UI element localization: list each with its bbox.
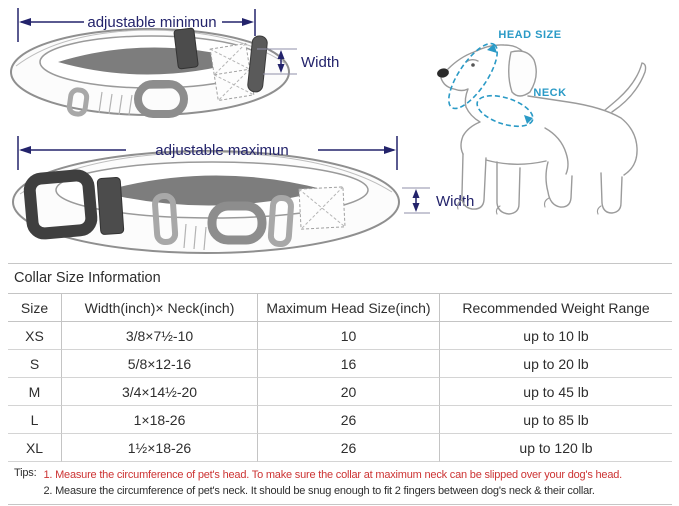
adjustable-max-label: adjustable maximun	[155, 142, 289, 159]
collar-max-webbing-patch	[299, 187, 345, 229]
cell-max-head: 26	[258, 406, 440, 434]
cell-width-neck: 3/8×7½-10	[62, 322, 258, 350]
collar-min-slider	[174, 28, 199, 69]
max-arrowhead-right-icon	[384, 146, 396, 154]
dog-paw-toes	[458, 198, 602, 214]
dog-ear	[509, 51, 537, 96]
tips-section	[8, 462, 672, 505]
table-header-row	[8, 294, 672, 322]
collar-min-illustration	[11, 28, 289, 115]
min-arrowhead-right-icon	[242, 18, 254, 26]
cell-weight: up to 45 lb	[440, 378, 672, 406]
dog-illustration	[436, 45, 646, 214]
dog-eye	[471, 63, 475, 67]
cell-weight: up to 120 lb	[440, 434, 672, 462]
head-size-loop	[440, 37, 506, 116]
head-size-label: HEAD SIZE	[498, 29, 562, 41]
table-row	[8, 350, 672, 378]
col-header-weight: Recommended Weight Range	[440, 294, 672, 322]
max-width-annotation	[402, 188, 474, 213]
table-row	[8, 378, 672, 406]
col-header-size: Size	[8, 294, 62, 322]
cell-size: L	[8, 406, 62, 434]
cell-size: XL	[8, 434, 62, 462]
neck-loop	[473, 90, 536, 133]
dog-tail	[605, 63, 646, 112]
collar-size-table	[8, 263, 672, 505]
tips-label: Tips:	[14, 467, 37, 479]
table-row	[8, 406, 672, 434]
collar-max-keeper	[97, 177, 124, 234]
cell-max-head: 10	[258, 322, 440, 350]
cell-size: XS	[8, 322, 62, 350]
table-row	[8, 434, 672, 462]
cell-max-head: 26	[258, 434, 440, 462]
cell-size: M	[8, 378, 62, 406]
cell-size: S	[8, 350, 62, 378]
max-arrowhead-left-icon	[19, 146, 31, 154]
col-header-width-neck: Width(inch)× Neck(inch)	[62, 294, 258, 322]
dog-back	[528, 96, 637, 175]
dog-haunch	[545, 128, 568, 174]
tip-1: 1. Measure the circumference of pet's head. To make sure the collar at maximum neck can be slipped over your dog's head.	[43, 469, 623, 481]
width-arrow-up-icon	[413, 189, 420, 198]
cell-max-head: 20	[258, 378, 440, 406]
table-row	[8, 322, 672, 350]
min-arrowhead-left-icon	[19, 18, 31, 26]
cell-weight: up to 10 lb	[440, 322, 672, 350]
width-arrow-down-icon	[413, 203, 420, 212]
dog-hind-leg-2	[601, 173, 622, 213]
cell-width-neck: 3/4×14½-20	[62, 378, 258, 406]
tip-2: 2. Measure the circumference of pet's neck. It should be snug enough to fit 2 fingers between dog's neck & their collar.	[43, 485, 595, 497]
cell-width-neck: 5/8×12-16	[62, 350, 258, 378]
dog-mouth	[441, 78, 468, 107]
dog-belly	[486, 160, 546, 164]
neck-label: NECK	[533, 87, 567, 99]
cell-weight: up to 20 lb	[440, 350, 672, 378]
cell-max-head: 16	[258, 350, 440, 378]
width-label-max: Width	[436, 193, 475, 210]
adjustable-min-label: adjustable minimun	[87, 14, 217, 31]
cell-width-neck: 1½×18-26	[62, 434, 258, 462]
tips-lines	[43, 467, 622, 504]
cell-weight: up to 85 lb	[440, 406, 672, 434]
dog-chest	[461, 107, 480, 154]
col-header-max-head: Maximum Head Size(inch)	[258, 294, 440, 322]
width-label-min: Width	[301, 54, 340, 71]
table-title: Collar Size Information	[8, 263, 672, 294]
cell-width-neck: 1×18-26	[62, 406, 258, 434]
collar-max-illustration	[13, 151, 399, 253]
